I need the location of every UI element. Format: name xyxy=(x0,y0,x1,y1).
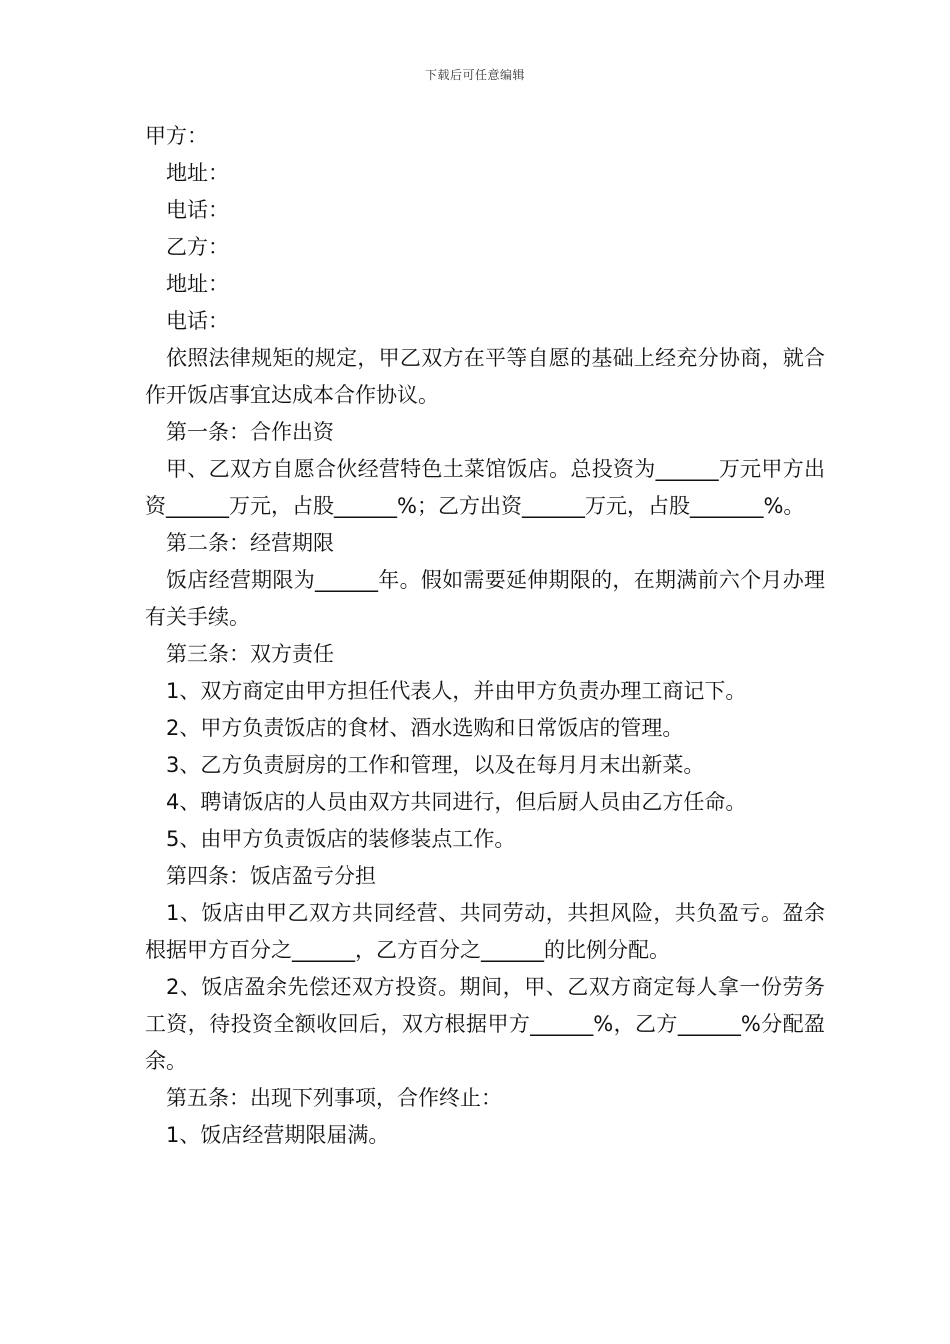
contract-body xyxy=(145,118,825,1154)
article-3-item-1: 1、双方商定由甲方担任代表人，并由甲方负责办理工商记下。 xyxy=(166,679,747,703)
article-2-heading: 第二条：经营期限 xyxy=(166,531,334,555)
party-a-address: 地址： xyxy=(166,161,229,185)
party-a-phone: 电话： xyxy=(166,198,229,222)
article-5-heading: 第五条：出现下列事项，合作终止： xyxy=(166,1086,502,1110)
article-1-heading: 第一条：合作出资 xyxy=(166,420,334,444)
article-3-item-5: 5、由甲方负责饭店的装修装点工作。 xyxy=(166,827,516,851)
article-4-paragraph-1: 1、饭店由甲乙双方共同经营、共同劳动，共担风险，共负盈亏。盈余根据甲方百分之______，乙方百分之______的比例分配。 xyxy=(145,901,825,962)
article-3-item-4: 4、聘请饭店的人员由双方共同进行，但后厨人员由乙方任命。 xyxy=(166,790,747,814)
party-b-address: 地址： xyxy=(166,272,229,296)
preamble-paragraph: 依照法律规矩的规定，甲乙双方在平等自愿的基础上经充分协商，就合作开饭店事宜达成本合作协议。 xyxy=(145,346,825,407)
party-a-label: 甲方： xyxy=(145,124,208,148)
article-3-item-2: 2、甲方负责饭店的食材、酒水选购和日常饭店的管理。 xyxy=(166,716,684,740)
page-header: 下载后可任意编辑 xyxy=(424,68,525,82)
party-b-phone: 电话： xyxy=(166,309,229,333)
article-3-heading: 第三条：双方责任 xyxy=(166,642,334,666)
article-3-item-3: 3、乙方负责厨房的工作和管理，以及在每月月末出新菜。 xyxy=(166,753,705,777)
article-4-heading: 第四条：饭店盈亏分担 xyxy=(166,864,376,888)
article-4-paragraph-2: 2、饭店盈余先偿还双方投资。期间，甲、乙双方商定每人拿一份劳务工资，待投资全额收回后，双方根据甲方______%，乙方______%分配盈余。 xyxy=(145,975,825,1073)
party-b-label: 乙方： xyxy=(166,235,229,259)
article-5-item-1: 1、饭店经营期限届满。 xyxy=(166,1123,390,1147)
article-2-paragraph: 饭店经营期限为______年。假如需要延伸期限的，在期满前六个月办理有关手续。 xyxy=(145,568,825,629)
article-1-paragraph: 甲、乙双方自愿合伙经营特色土菜馆饭店。总投资为______万元甲方出资______万元，占股______%；乙方出资______万元，占股_______%。 xyxy=(145,457,825,518)
